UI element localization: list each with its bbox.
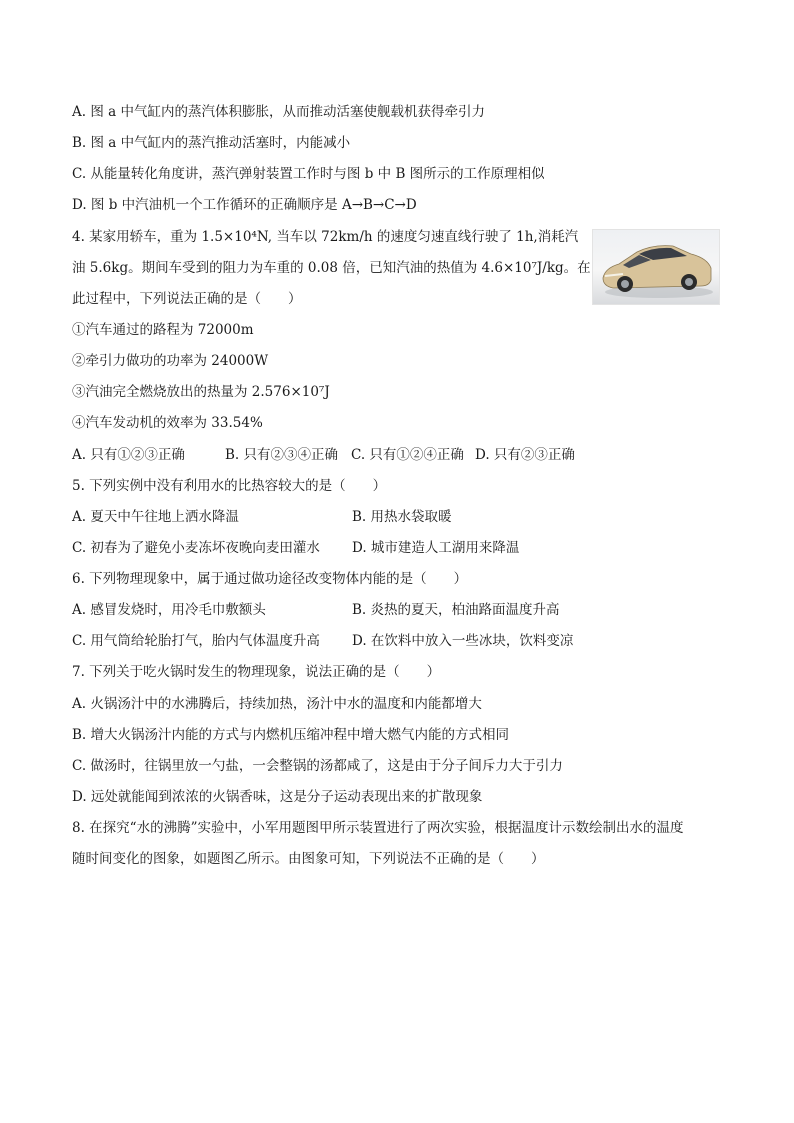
q3-option-d: D. 图 b 中汽油机一个工作循环的正确顺序是 A→B→C→D <box>72 197 417 213</box>
q7-option-b: B. 增大火锅汤汁内能的方式与内燃机压缩冲程中增大燃气内能的方式相同 <box>72 727 510 743</box>
q7-option-a: A. 火锅汤汁中的水沸腾后，持续加热，汤汁中水的温度和内能都增大 <box>72 696 482 712</box>
q4-statement-3: ③汽油完全燃烧放出的热量为 2.576×10⁷J <box>72 384 330 400</box>
q5-option-d: D. 城市建造人工湖用来降温 <box>352 540 520 556</box>
q6-option-d: D. 在饮料中放入一些冰块，饮料变凉 <box>352 633 574 649</box>
q4-statement-2: ②牵引力做功的功率为 24000W <box>72 353 269 369</box>
q4-option-c: C. 只有①②④正确 <box>351 447 464 463</box>
q8-stem-line1: 8. 在探究“水的沸腾”实验中，小军用题图甲所示装置进行了两次实验，根据温度计示数绘制出水的温度 <box>72 820 684 836</box>
q5-options-row2 <box>72 538 519 558</box>
q7-option-c: C. 做汤时，往锅里放一勺盐，一会整锅的汤都咸了，这是由于分子间斥力大于引力 <box>72 758 563 774</box>
q4-statement-1: ①汽车通过的路程为 72000m <box>72 322 254 338</box>
q5-options-row1 <box>72 507 452 527</box>
q3-option-c: C. 从能量转化角度讲，蒸汽弹射装置工作时与图 b 中 B 图所示的工作原理相似 <box>72 166 545 182</box>
q4-stem-line2: 油 5.6kg。期间车受到的阻力为车重的 0.08 倍，已知汽油的热值为 4.6×10⁷J/kg。在 <box>72 260 591 276</box>
q6-option-b: B. 炎热的夏天，柏油路面温度升高 <box>352 602 560 618</box>
q3-option-b: B. 图 a 中气缸内的蒸汽推动活塞时，内能减小 <box>72 135 351 151</box>
q7-option-d: D. 远处就能闻到浓浓的火锅香味，这是分子运动表现出来的扩散现象 <box>72 789 483 805</box>
car-photo <box>592 229 720 305</box>
q4-options <box>72 445 575 465</box>
q5-option-b: B. 用热水袋取暖 <box>352 509 452 525</box>
q5-option-c: C. 初春为了避免小麦冻坏夜晚向麦田灌水 <box>72 540 320 556</box>
q4-option-b: B. 只有②③④正确 <box>225 447 339 463</box>
q3-option-a: A. 图 a 中气缸内的蒸汽体积膨胀，从而推动活塞使舰载机获得牵引力 <box>72 104 485 120</box>
q8-stem-line2: 随时间变化的图象，如题图乙所示。由图象可知，下列说法不正确的是（ ） <box>72 851 545 867</box>
q4-stem-line1: 4. 某家用轿车，重为 1.5×10⁴N, 当车以 72km/h 的速度匀速直线行驶了 1h,消耗汽 <box>72 229 579 245</box>
q6-stem: 6. 下列物理现象中，属于通过做功途径改变物体内能的是（ ） <box>72 571 468 587</box>
q4-option-d: D. 只有②③正确 <box>475 447 575 463</box>
q7-stem: 7. 下列关于吃火锅时发生的物理现象，说法正确的是（ ） <box>72 664 441 680</box>
q4-option-a: A. 只有①②③正确 <box>72 447 185 463</box>
q5-option-a: A. 夏天中午往地上洒水降温 <box>72 509 239 525</box>
q6-options-row2 <box>72 631 573 651</box>
sedan-illustration <box>593 230 719 304</box>
q6-option-c: C. 用气筒给轮胎打气，胎内气体温度升高 <box>72 633 320 649</box>
q5-stem: 5. 下列实例中没有利用水的比热容较大的是（ ） <box>72 478 387 494</box>
q4-statement-4: ④汽车发动机的效率为 33.54% <box>72 415 263 431</box>
q4-stem-line3: 此过程中，下列说法正确的是（ ） <box>72 291 302 307</box>
q6-options-row1 <box>72 600 560 620</box>
q6-option-a: A. 感冒发烧时，用冷毛巾敷额头 <box>72 602 266 618</box>
